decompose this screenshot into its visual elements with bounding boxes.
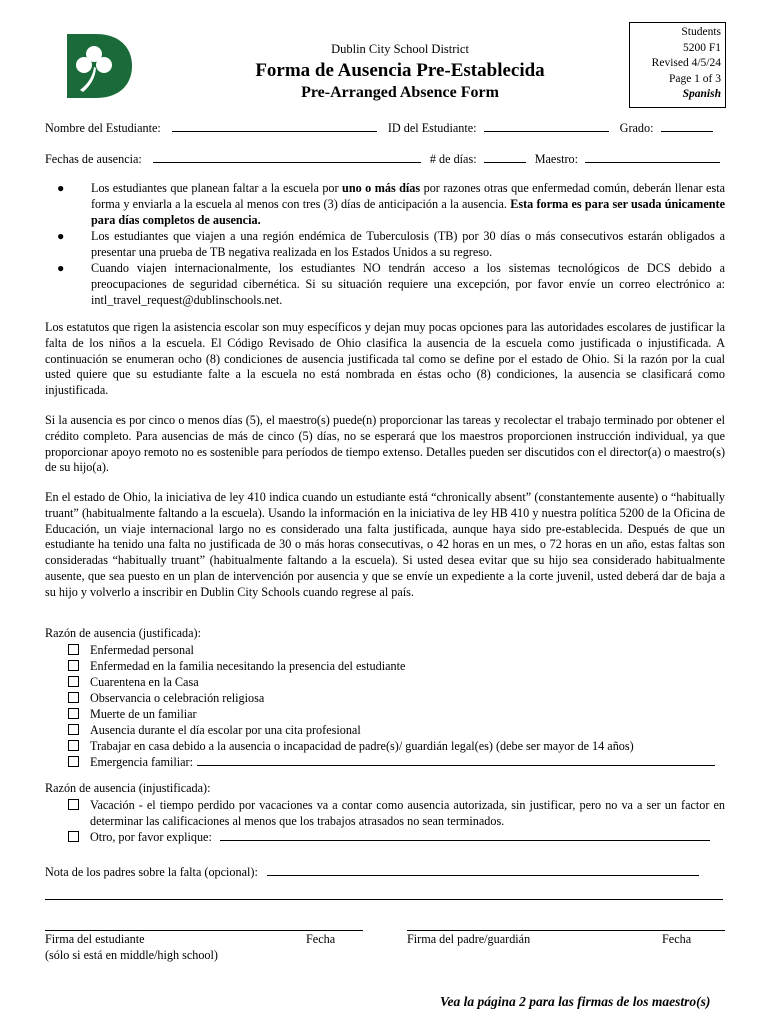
dates-label: Fechas de ausencia:: [45, 152, 142, 166]
id-line-language: Spanish: [682, 88, 721, 100]
checkbox-item[interactable]: Ausencia durante el día escolar por una cita profesional: [45, 722, 725, 738]
checkbox[interactable]: [68, 676, 79, 687]
form-title-spanish: Forma de Ausencia Pre-Establecida: [255, 60, 545, 81]
checkbox-item[interactable]: Cuarentena en la Casa: [45, 674, 725, 690]
parent-note-label: Nota de los padres sobre la falta (opcional):: [45, 865, 258, 879]
list-item: ● Los estudiantes que viajen a una región endémica de Tuberculosis (TB) por 30 días o más consecutivos estarán obligados a presentar una prueba de TB negativa realizada en los Estados Unidos a su regreso.: [57, 229, 725, 259]
parent-note-line[interactable]: [45, 899, 723, 900]
paragraph-statutes: Los estatutos que rigen la asistencia escolar son muy específicos y dejan muy pocas opciones para las autoridades escolares de justificar la falta de los niños a la escuela. El Código Revisado de Ohio clasifica la ausencia de la escuela como justificada o injustificada. A continuación se enumeran ocho (8) condiciones de ausencia justificada tal como se define por el estado de Ohio. Si la razón por la cual usted quiere que su estudiante falte a la escuela no está nombrada en éstas ocho (8) condiciones, la ausencia se clasificará como injustificada.: [45, 320, 725, 398]
checkbox[interactable]: [68, 692, 79, 703]
parent-signature-label: Firma del padre/guardián: [407, 932, 531, 946]
grade-field[interactable]: [661, 120, 713, 132]
instructions-list: [45, 180, 725, 308]
checkbox-item[interactable]: Observancia o celebración religiosa: [45, 690, 725, 706]
family-emergency-field[interactable]: [197, 754, 715, 766]
district-logo: [64, 32, 134, 100]
checkbox[interactable]: [68, 740, 79, 751]
student-info-row: [45, 120, 713, 136]
grade-label: Grado:: [619, 121, 654, 135]
checkbox[interactable]: [68, 724, 79, 735]
teacher-field[interactable]: [585, 151, 720, 163]
student-date-label: Fecha: [306, 932, 336, 946]
list-item: ● Cuando viajen internacionalmente, los estudiantes NO tendrán acceso a los sistemas tecnológicos de DCS debido a preocupaciones de seguridad cibernética. Si su situación requiere una excepción, por favor envíe un correo electrónico a: intl_travel_request@dublinschools.net.: [57, 261, 725, 307]
teacher-label: Maestro:: [534, 152, 579, 166]
unexcused-checklist: [45, 797, 725, 845]
parent-date-label: Fecha: [662, 932, 692, 946]
student-id-label: ID del Estudiante:: [387, 121, 477, 135]
id-line: 5200 F1: [682, 41, 721, 54]
checkbox-item[interactable]: Enfermedad personal: [45, 642, 725, 658]
checkbox[interactable]: [68, 644, 79, 655]
checkbox-item-other[interactable]: Otro, por favor explique:: [45, 829, 725, 845]
student-signature-line[interactable]: [45, 930, 363, 931]
student-signature-label: Firma del estudiante: [45, 932, 145, 946]
checkbox-item-vacation[interactable]: Vacación - el tiempo perdido por vacaciones va a contar como ausencia autorizada, sin justificar, pero no va a ser un factor en determinar las calificaciones al menos que los trabajos atrasados no sean terminados.: [45, 797, 725, 829]
student-signature-note: (sólo si está en middle/high school): [45, 948, 218, 962]
id-line: Page 1 of 3: [668, 72, 721, 85]
id-line: Students: [681, 26, 721, 38]
footer-note: Vea la página 2 para las firmas de los maestro(s): [440, 994, 711, 1009]
absence-info-row: [45, 151, 720, 167]
checkbox[interactable]: [68, 756, 79, 767]
dates-field[interactable]: [153, 151, 421, 163]
list-item: ● Los estudiantes que planean faltar a la escuela por uno o más días por razones otras que enfermedad común, deberán llenar esta forma y enviarla a la escuela al menos con tres (3) días de anticipación a la ausencia. Esta forma es para ser usada únicamente para días completos de ausencia.: [57, 181, 725, 227]
checkbox[interactable]: [68, 799, 79, 810]
district-name: Dublin City School District: [331, 42, 469, 56]
excused-checklist: [45, 642, 725, 770]
student-name-field[interactable]: [172, 120, 377, 132]
checkbox-item[interactable]: Muerte de un familiar: [45, 706, 725, 722]
num-days-field[interactable]: [484, 151, 526, 163]
parent-signature-line[interactable]: [407, 930, 725, 931]
checkbox[interactable]: [68, 831, 79, 842]
id-line: Revised 4/5/24: [651, 57, 721, 69]
form-title-english: Pre-Arranged Absence Form: [301, 84, 499, 101]
checkbox-item[interactable]: Trabajar en casa debido a la ausencia o incapacidad de padre(s)/ guardián legal(es) (debe ser mayor de 14 años): [45, 738, 725, 754]
other-reason-field[interactable]: [220, 829, 710, 841]
checkbox[interactable]: [68, 660, 79, 671]
unexcused-heading: Razón de ausencia (injustificada):: [45, 781, 211, 795]
num-days-label: # de días:: [429, 152, 477, 166]
parent-note-field[interactable]: [267, 864, 699, 876]
checkbox-item[interactable]: Enfermedad en la familia necesitando la presencia del estudiante: [45, 658, 725, 674]
excused-heading: Razón de ausencia (justificada):: [45, 626, 201, 640]
paragraph-truancy: En el estado de Ohio, la iniciativa de ley 410 indica cuando un estudiante está “chronically absent” (constantemente ausente) o “habitually truant” (habitualmente faltando a la escuela). Usando la información en la iniciativa de ley HB 410 y nuestra política 5200 de la Oficina de Educación, un viaje internacional largo no es considerado una falta justificada, aunque haya sido pre-establecida. Después de que un estudiante ha tenido una falta no justificada de 30 o más horas consecutivas, o 42 horas en un mes, o 72 horas en un año, estas faltas son consideradas “habitually truant” (habitualmente faltando a la escuela). Si usted desea evitar que su hijo sea considerado habitualmente ausente, que sea puesto en un plan de intervención por ausencia y que se envíe un expediente a la corte juvenil, usted deberá dar de baja a su hijo y volverlo a inscribir en Dublin City Schools cuando regrese al país.: [45, 490, 725, 599]
checkbox-item-family-emergency[interactable]: Emergencia familiar:: [45, 754, 725, 770]
student-name-label: Nombre del Estudiante:: [45, 121, 161, 135]
checkbox[interactable]: [68, 708, 79, 719]
parent-note-row: [45, 864, 699, 880]
form-id-box: [629, 22, 726, 108]
paragraph-assignments: Si la ausencia es por cinco o menos días (5), el maestro(s) puede(n) proporcionar las tareas y recolectar el trabajo terminado por obtener el crédito completo. Para ausencias de más de cinco (5) días, no se esperará que los maestros proporcionen instrucción individual, ya que proporcionar apoyo remoto no es sostenible para períodos de tiempo extenso. Detalles pueden ser discutidos con el director(a) o maestro(s) de su hijo(a).: [45, 413, 725, 475]
student-id-field[interactable]: [484, 120, 609, 132]
